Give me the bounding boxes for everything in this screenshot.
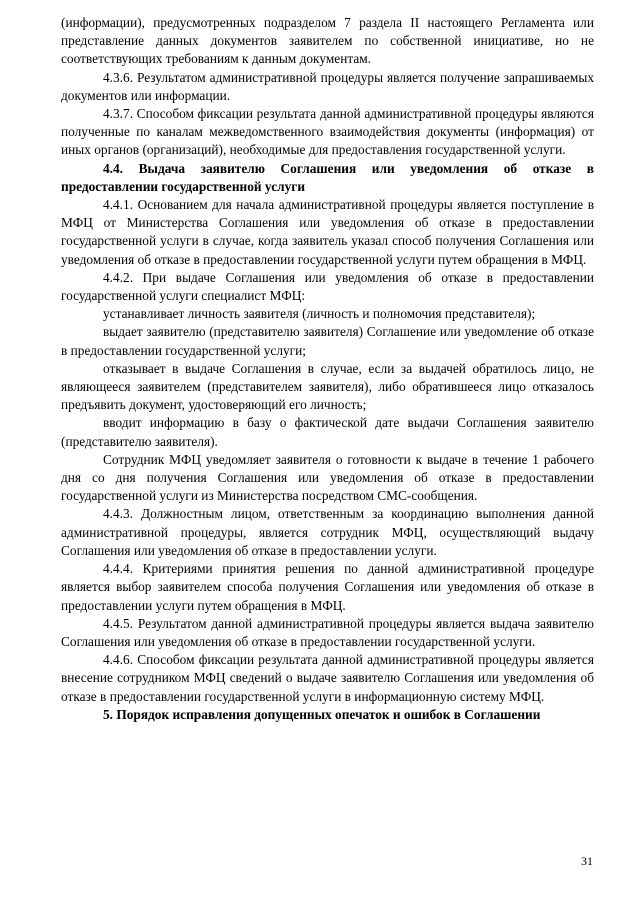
paragraph-continuation: (информации), предусмотренных подразделом 7 раздела II настоящего Регламента или представление данных документов заявителем по собственной инициативе, но не соответствующих требованиям к данным документам. <box>61 15 594 67</box>
list-item-issue: выдает заявителю (представителю заявителя) Соглашение или уведомление об отказе в предоставлении государственной услуги; <box>61 324 594 358</box>
paragraph-4-3-6: 4.3.6. Результатом административной процедуры является получение запрашиваемых документов или информации. <box>61 69 594 103</box>
paragraph-sms-notice: Сотрудник МФЦ уведомляет заявителя о готовности к выдаче в течение 1 рабочего дня со дня получения Соглашения или уведомления об отказе в предоставлении государственной услуги из Министерства посредством СМС-сообщения. <box>61 451 594 504</box>
list-item-record-date: вводит информацию в базу о фактической дате выдачи Соглашения заявителю (представителю заявителя). <box>61 415 594 449</box>
paragraph-4-4-5: 4.4.5. Результатом данной административной процедуры является выдача заявителю Соглашения или уведомления об отказе в предоставлении государственной услуги. <box>61 615 594 649</box>
document-page <box>61 14 594 724</box>
list-item-identify: устанавливает личность заявителя (личность и полномочия представителя); <box>103 306 536 322</box>
paragraph-4-4-1: 4.4.1. Основанием для начала административной процедуры является поступление в МФЦ от Министерства Соглашения или уведомления об отказе в предоставлении государственной услуги в случае, когда заявитель указал способ получения Соглашения или уведомления об отказе в предоставлении государственной услуги путем обращения в МФЦ. <box>61 197 594 267</box>
paragraph-4-3-7: 4.3.7. Способом фиксации результата данной административной процедуры являются полученные по каналам межведомственного взаимодействия документы (информация) от иных органов (организаций), необходимые для предоставления государственной услуги. <box>61 106 594 158</box>
paragraph-4-4-3: 4.4.3. Должностным лицом, ответственным за координацию выполнения данной административной процедуры, является сотрудник МФЦ, осуществляющий выдачу Соглашения или уведомления об отказе в предоставлении услуги. <box>61 506 594 558</box>
paragraph-4-4-2: 4.4.2. При выдаче Соглашения или уведомления об отказе в предоставлении государственной услуги специалист МФЦ: <box>61 269 594 304</box>
paragraph-4-4-6: 4.4.6. Способом фиксации результата данной административной процедуры является внесение сотрудником МФЦ сведений о выдаче заявителю Соглашения или уведомления об отказе в предоставлении государственной услуги в информационную систему МФЦ. <box>61 652 594 704</box>
section-heading-4-4: 4.4. Выдача заявителю Соглашения или уведомления об отказе в предоставлении государственной услуги <box>61 160 594 194</box>
section-heading-5: 5. Порядок исправления допущенных опечаток и ошибок в Соглашении <box>103 706 541 722</box>
list-item-refuse: отказывает в выдаче Соглашения в случае, если за выдачей обратилось лицо, не являющееся заявителем (представителем заявителя), либо обратившееся лицо отказалось предъявить документ, удостоверяющий его личность; <box>61 360 594 413</box>
paragraph-4-4-4: 4.4.4. Критериями принятия решения по данной административной процедуре является выбор заявителем способа получения Соглашения или уведомления об отказе в предоставлении услуги путем обращения в МФЦ. <box>61 561 594 613</box>
page-number: 31 <box>581 854 593 868</box>
